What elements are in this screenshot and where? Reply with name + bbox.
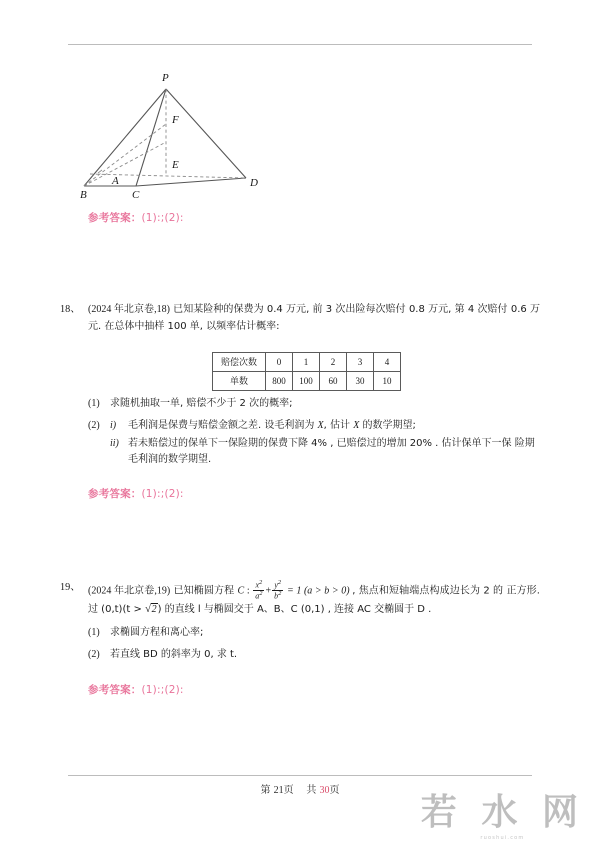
item-i-text-b: , 估计: [323, 420, 354, 431]
item-ii-line2: 险期毛利润的数学期望.: [128, 438, 535, 465]
problem-18-sub-2-body: [110, 418, 540, 468]
figure-label-A: A: [112, 175, 119, 187]
watermark-subtext: ruoshui.com: [480, 835, 525, 841]
answer-parts: (1):;(2):: [141, 212, 184, 224]
problem-18-item-i-text: [128, 418, 540, 434]
footer-page-number: 21: [273, 785, 284, 796]
problem-18-source: (2024 年北京卷,18): [88, 304, 170, 315]
problem-19-number: 19、: [60, 582, 81, 593]
footer-total-unit: 页: [329, 785, 340, 796]
problem-18-item-ii-marker: ii): [110, 438, 119, 449]
problem-19-colon: :: [244, 585, 253, 597]
item-i-text-a: 毛利润是保费与赔偿金额之差. 设毛利润为: [128, 420, 318, 431]
footer-divider: [68, 775, 532, 776]
problem-18-sub-1-marker: (1): [88, 398, 100, 409]
footer-total-prefix: 共: [306, 785, 317, 796]
answer-label: 参考答案：: [88, 212, 142, 224]
problem-19-sub-1: [88, 625, 540, 641]
answer-parts-19: (1):;(2):: [141, 684, 184, 696]
problem-19-stem-line2-b: ) 的直线 l 与椭圆交于 A、B、C (0,1) , 连接 AC 交椭圆于 D .: [157, 604, 432, 616]
problem-18-sub-2-marker: (2): [88, 420, 100, 431]
answer-label-19: 参考答案：: [88, 684, 142, 696]
problem-19-head: [60, 580, 540, 619]
cell-count-4: 4: [374, 353, 401, 372]
problem-18-sub-1-text: 求随机抽取一单, 赔偿不少于 2 次的概率;: [110, 398, 293, 409]
problem-19-sub-1-text: 求椭圆方程和离心率;: [110, 626, 204, 638]
problem-19-stem-line1-tail: , 焦点和短轴端点构成边长为 2 的: [352, 585, 504, 597]
problem-18-number: 18、: [60, 304, 81, 315]
problem-19-sub-2-marker: (2): [88, 648, 100, 660]
footer-page-unit: 页: [283, 785, 294, 796]
problem-19-equation-tail: = 1 (a > b > 0): [284, 585, 353, 597]
table-row-counts: [213, 353, 401, 372]
problem-19: [60, 580, 540, 663]
problem-19-source: (2024 年北京卷,19): [88, 585, 171, 597]
figure-label-D: D: [250, 177, 258, 189]
problem-19-stem-prefix: 已知椭圆方程: [173, 585, 238, 597]
sqrt-2: √2: [145, 603, 157, 616]
problem-19-plus: +: [265, 585, 272, 597]
problem-19-sub-2: [88, 647, 540, 663]
answer-label-18: 参考答案：: [88, 488, 142, 500]
cell-orders-0: 800: [266, 372, 293, 391]
row-header-order-number: 单数: [213, 372, 266, 391]
footer-total-number: 30: [319, 785, 330, 796]
problem-18-sub-1: [88, 396, 540, 412]
problem-18: [60, 302, 540, 335]
cell-orders-4: 10: [374, 372, 401, 391]
item-i-var-x: X: [317, 420, 324, 431]
problem-19-stem-line2-a: 正方形. 过 (0,t)(t >: [88, 585, 540, 616]
problem-18-head: [60, 302, 540, 335]
frac2-numerator: $y^2$: [274, 578, 282, 590]
problem-18-sub-2-item-i: [110, 418, 540, 434]
cell-count-0: 0: [266, 353, 293, 372]
watermark: [421, 793, 584, 841]
problem-19-sub-2-text: 若直线 BD 的斜率为 0, 求 t.: [110, 648, 238, 660]
problem-18-stem: [88, 302, 540, 335]
cell-orders-1: 100: [293, 372, 320, 391]
table-row-orders: [213, 372, 401, 391]
problem-18-item-i-marker: i): [110, 420, 117, 431]
figure-label-E: E: [172, 159, 179, 171]
fraction-x2-a2: [253, 580, 264, 601]
watermark-text: 若 水 网: [420, 792, 584, 834]
cell-count-1: 1: [293, 353, 320, 372]
problem-18-sub-2: [88, 418, 540, 468]
pyramid-diagram: [68, 62, 368, 202]
problem-19-curve-name: C: [237, 585, 245, 597]
figure-label-B: B: [80, 189, 87, 201]
problem-18-subquestions: [60, 396, 540, 468]
row-header-claim-count: 赔偿次数: [213, 353, 266, 372]
geometry-figure: [68, 62, 368, 202]
problem-18-sub-2-item-ii: [110, 436, 540, 468]
problem-18-stem-line2: 万元. 在总体中抽样 100 单, 以频率估计概率:: [88, 304, 540, 332]
frac2-denominator: $b^2$: [274, 589, 282, 601]
item-i-var-x2: X: [353, 420, 360, 431]
answer-line-problem-18: [88, 486, 184, 501]
claims-frequency-table: [212, 352, 401, 391]
cell-orders-2: 60: [320, 372, 347, 391]
item-ii-line1: 若未赔偿过的保单下一保险期的保费下降 4% , 已赔偿过的增加 20% . 估计保单下一保: [128, 438, 512, 449]
frac1-numerator: $x^2$: [255, 578, 263, 590]
problem-18-item-ii-text: [128, 436, 540, 468]
problem-19-sub-1-marker: (1): [88, 626, 100, 638]
figure-label-C: C: [132, 189, 140, 201]
answer-line-problem-19: [88, 682, 184, 697]
frac1-denominator: $a^2$: [255, 589, 263, 601]
footer-page-prefix: 第: [260, 785, 271, 796]
figure-label-F: F: [172, 114, 179, 126]
fraction-y2-b2: [272, 580, 283, 601]
answer-parts-18: (1):;(2):: [141, 488, 184, 500]
problem-18-stem-line1: 已知某险种的保费为 0.4 万元, 前 3 次出险每次赔付 0.8 万元, 第 4 次赔付 0.6: [173, 304, 527, 315]
cell-orders-3: 30: [347, 372, 374, 391]
item-i-text-c: 的数学期望;: [359, 420, 416, 431]
answer-line-figure: [88, 210, 184, 225]
problem-19-stem: [88, 580, 540, 619]
sqrt-radicand: 2: [151, 604, 157, 616]
cell-count-2: 2: [320, 353, 347, 372]
header-divider: [68, 44, 532, 45]
cell-count-3: 3: [347, 353, 374, 372]
figure-label-P: P: [162, 72, 169, 84]
